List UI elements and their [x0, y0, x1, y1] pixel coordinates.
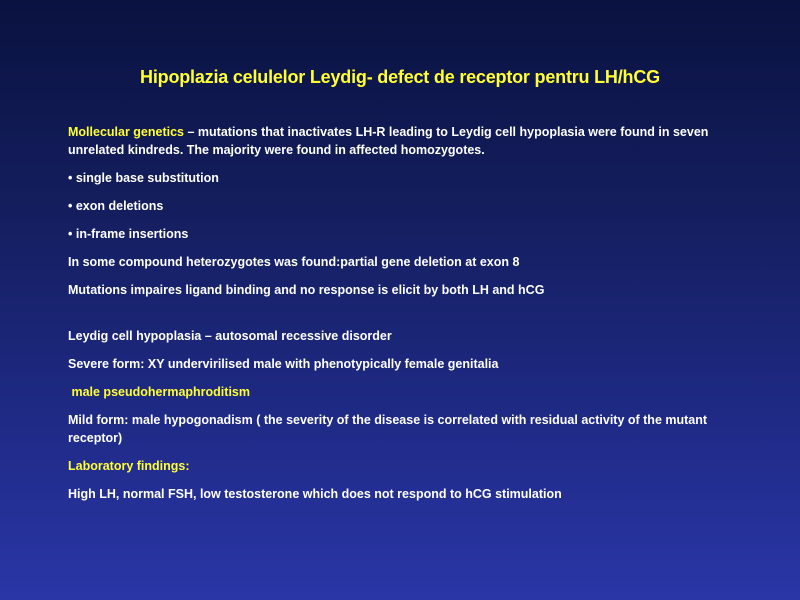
slide-content — [68, 123, 738, 513]
intro-label: Mollecular genetics — [68, 125, 185, 139]
spacer — [68, 309, 738, 327]
bullet-item: • exon deletions — [68, 199, 164, 213]
mutations-text: Mutations impaires ligand binding and no response is elicit by both LH and hCG — [68, 283, 545, 297]
intro-paragraph — [68, 123, 738, 159]
slide-title: Hipoplazia celulelor Leydig- defect de receptor pentru LH/hCG — [140, 67, 660, 87]
pseudohermaphroditism-text: male pseudohermaphroditism — [68, 385, 250, 399]
bullet-item: • single base substitution — [68, 171, 219, 185]
severe-form-text: Severe form: XY undervirilised male with phenotypically female genitalia — [68, 357, 499, 371]
lab-findings-label: Laboratory findings: — [68, 459, 190, 473]
compound-text: In some compound heterozygotes was found:partial gene deletion at exon 8 — [68, 255, 520, 269]
mild-form-text: Mild form: male hypogonadism ( the severity of the disease is correlated with residual activity of the mutant receptor) — [68, 413, 708, 445]
lab-findings-text: High LH, normal FSH, low testosterone which does not respond to hCG stimulation — [68, 487, 562, 501]
bullet-item: • in-frame insertions — [68, 227, 189, 241]
intro-text: – mutations that inactivates LH-R leading to Leydig cell hypoplasia were found in seven unrelated kindreds. The majority were found in affected homozygotes. — [68, 125, 709, 157]
disorder-text: Leydig cell hypoplasia – autosomal recessive disorder — [68, 329, 392, 343]
